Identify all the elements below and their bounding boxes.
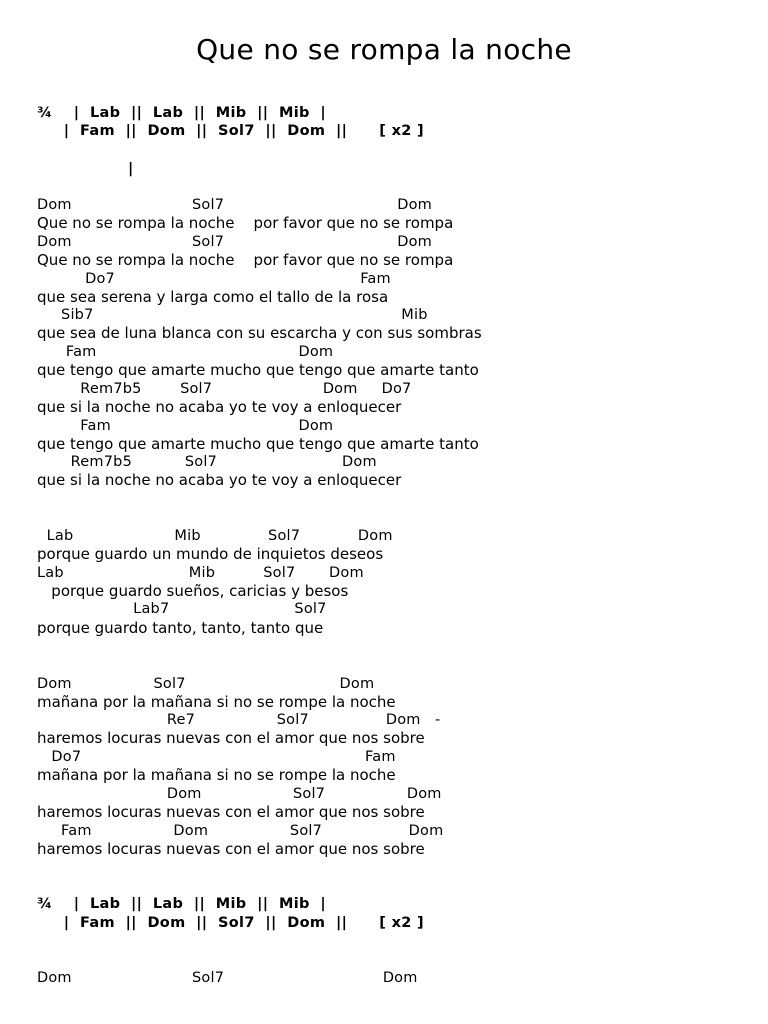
lyric-line: porque guardo sueños, caricias y besos (37, 582, 349, 600)
bar-notation-line: | Fam || Dom || Sol7 || Dom || [ x2 ] (37, 123, 424, 139)
chord-line: Dom Sol7 Dom (37, 676, 375, 692)
lyric-line: porque guardo un mundo de inquietos deseos (37, 545, 384, 563)
chord-line: Lab7 Sol7 (37, 601, 327, 617)
lyric-line: que tengo que amarte mucho que tengo que amarte tanto (37, 361, 479, 379)
chord-line: Dom Sol7 Dom (37, 970, 418, 986)
lyric-line: Que no se rompa la noche por favor que no se rompa (37, 214, 454, 232)
chord-line: Dom Sol7 Dom (37, 234, 433, 250)
lyric-line: Que no se rompa la noche por favor que no se rompa (37, 251, 454, 269)
lyric-line: que si la noche no acaba yo te voy a enloquecer (37, 471, 402, 489)
bar-notation-line: | (128, 161, 134, 177)
bar-notation-line: ¾ | Lab || Lab || Mib || Mib | (37, 105, 327, 121)
lyric-line: mañana por la mañana si no se rompe la noche (37, 693, 396, 711)
lyric-line: haremos locuras nuevas con el amor que nos sobre (37, 803, 425, 821)
chord-line: Rem7b5 Sol7 Dom (37, 454, 377, 470)
chord-line: Dom Sol7 Dom (37, 786, 442, 802)
bar-notation-line: | Fam || Dom || Sol7 || Dom || [ x2 ] (37, 915, 424, 931)
chord-line: Fam Dom (37, 344, 334, 360)
lyric-line: que si la noche no acaba yo te voy a enloquecer (37, 398, 402, 416)
bar-notation-line: ¾ | Lab || Lab || Mib || Mib | (37, 896, 327, 912)
lyric-line: porque guardo tanto, tanto, tanto que (37, 619, 324, 637)
chord-line: Rem7b5 Sol7 Dom Do7 (37, 381, 412, 397)
chord-line: Fam Dom Sol7 Dom (37, 823, 444, 839)
chord-line: Sib7 Mib (37, 307, 428, 323)
lyric-line: haremos locuras nuevas con el amor que nos sobre (37, 729, 425, 747)
chord-line: Do7 Fam (37, 749, 396, 765)
chord-line: Lab Mib Sol7 Dom (37, 565, 364, 581)
chord-line: Fam Dom (37, 418, 334, 434)
lyric-line: mañana por la mañana si no se rompe la noche (37, 766, 396, 784)
page-title: Que no se rompa la noche (196, 33, 572, 66)
chord-line: Re7 Sol7 Dom - (37, 712, 441, 728)
chord-line: Lab Mib Sol7 Dom (37, 528, 393, 544)
chord-line: Do7 Fam (37, 271, 391, 287)
lyric-line: que sea serena y larga como el tallo de la rosa (37, 288, 389, 306)
lyric-line: que sea de luna blanca con su escarcha y con sus sombras (37, 324, 482, 342)
chord-line: Dom Sol7 Dom (37, 197, 433, 213)
lyric-line: haremos locuras nuevas con el amor que nos sobre (37, 840, 425, 858)
lyric-line: que tengo que amarte mucho que tengo que amarte tanto (37, 435, 479, 453)
